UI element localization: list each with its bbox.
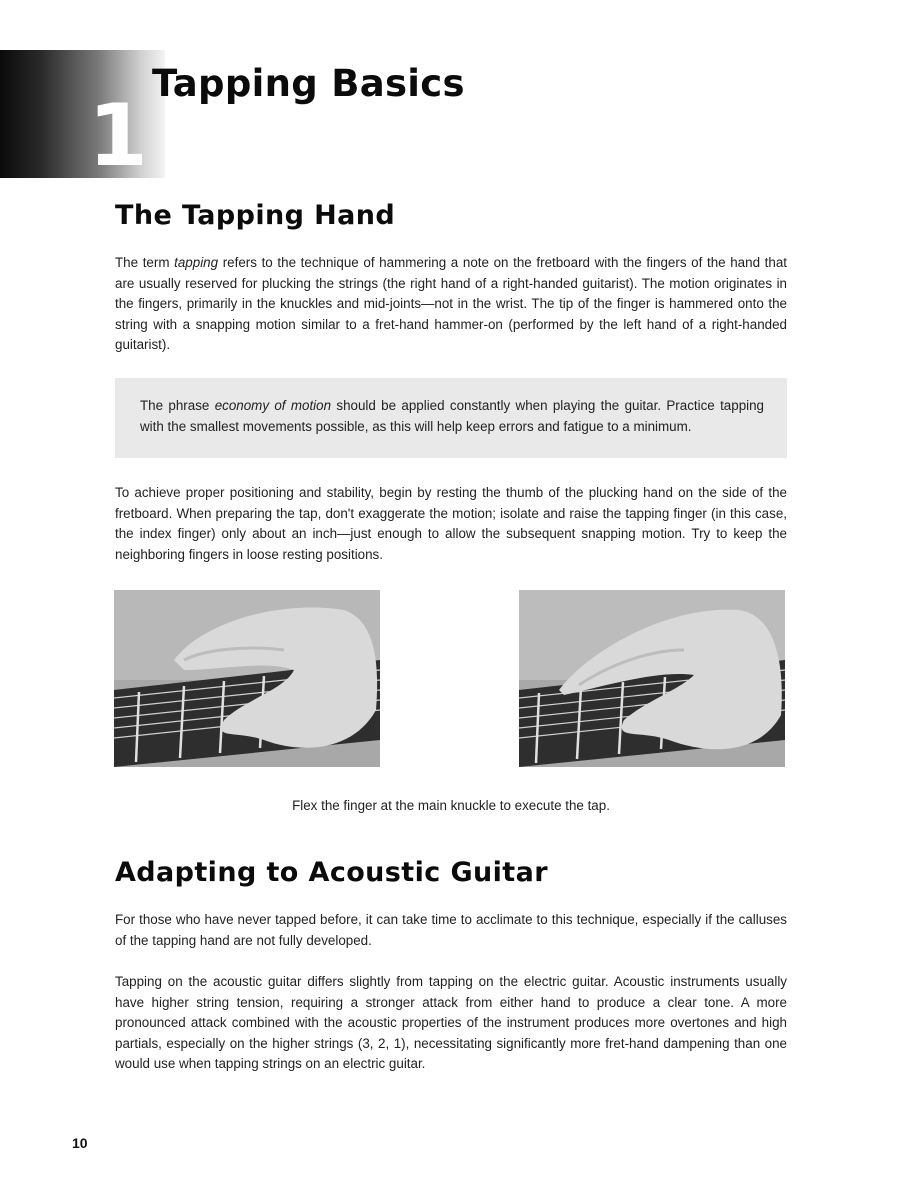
photo-illustration [519, 590, 785, 767]
tip-callout-box [115, 378, 787, 458]
paragraph-acoustic-differences: Tapping on the acoustic guitar differs slightly from tapping on the electric guitar. Acoustic instruments usually have higher string tension, requiring a stronger attack from either hand to produce a clear tone. A more pronounced attack combined with the acoustic properties of the instrument produces more overtones and high partials, especially on the higher strings (3, 2, 1), necessitating significantly more fret-hand dampening than one would use when tapping strings on an electric guitar. [115, 974, 787, 1072]
page-number: 10 [72, 1135, 88, 1151]
chapter-title: Tapping Basics [152, 62, 465, 105]
photo-illustration [114, 590, 380, 767]
chapter-number: 1 [88, 86, 146, 186]
section-heading-acoustic: Adapting to Acoustic Guitar [115, 857, 548, 888]
photo-tap-prepare [114, 590, 380, 767]
paragraph-acclimate: For those who have never tapped before, it can take time to acclimate to this technique, especially if the calluses of the tapping hand are not fully developed. [115, 912, 787, 948]
callout-text: The phrase [140, 398, 215, 413]
photo-caption: Flex the finger at the main knuckle to execute the tap. [292, 798, 610, 813]
section-heading-tapping-hand: The Tapping Hand [115, 200, 396, 231]
callout-text: should be applied constantly when playing the guitar. Practice tapping with the smallest movements possible, as this will help keep errors and fatigue to a minimum. [140, 398, 765, 434]
photo-tap-execute [519, 590, 785, 767]
paragraph-text: refers to the technique of hammering a note on the fretboard with the fingers of the hand that are usually reserved for plucking the strings (the right hand of a right-handed guitarist). The motion originates in the fingers, primarily in the knuckles and mid-joints—not in the wrist. The tip of the finger is hammered onto the string with a snapping motion similar to a fret-hand hammer-on (performed by the left hand of a right-handed guitarist). [115, 255, 787, 353]
term-economy-of-motion: economy of motion [214, 398, 332, 413]
tip-callout-text [140, 396, 764, 437]
paragraph-positioning: To achieve proper positioning and stability, begin by resting the thumb of the plucking hand on the side of the fretboard. When preparing the tap, don't exaggerate the motion; isolate and raise the tapping finger (in this case, the index finger) only about an inch—just enough to allow the subsequent snapping motion. Try to keep the neighboring fingers in loose resting positions. [115, 485, 787, 562]
term-tapping: tapping [174, 255, 219, 270]
paragraph-tapping-definition [115, 253, 787, 356]
paragraph-text: The term [115, 255, 175, 270]
